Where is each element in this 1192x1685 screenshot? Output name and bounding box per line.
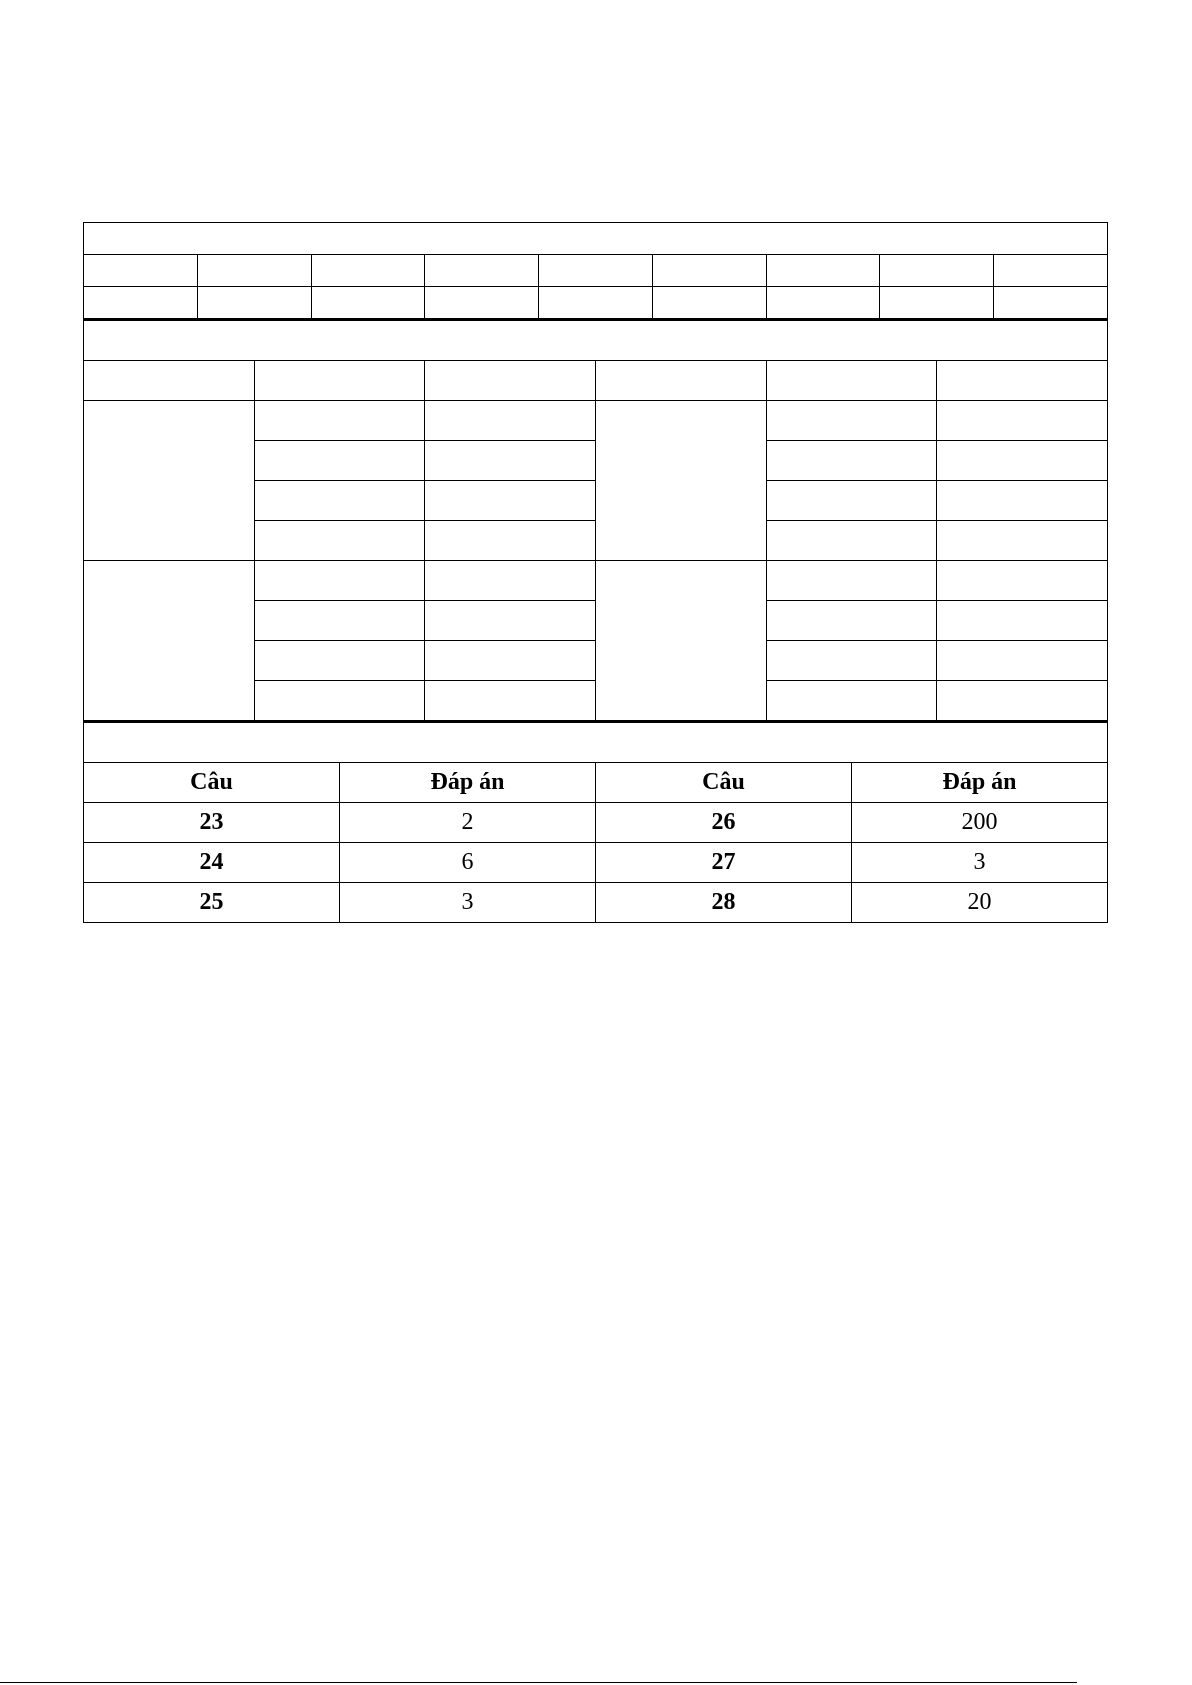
part-1-title-cell: [84, 223, 1108, 255]
part-2-title-row: [84, 321, 1108, 361]
part-1-question-row: [84, 255, 1108, 287]
part-2-cell: [254, 401, 425, 441]
part-2-question-cell: [595, 561, 766, 722]
part-1-cell: [425, 287, 539, 320]
part-2-table: [83, 320, 1108, 722]
answer-value: 3: [852, 843, 1108, 883]
part-3-title-row: [84, 723, 1108, 763]
part-2-cell: [425, 401, 596, 441]
part-2-cell: [254, 481, 425, 521]
part-2-cell: [254, 681, 425, 722]
part-1-cell: [197, 287, 311, 320]
part-2-row: [84, 401, 1108, 441]
header-question-left: Câu: [84, 763, 340, 803]
question-number: 25: [84, 883, 340, 923]
part-2-cell: [937, 521, 1108, 561]
answer-value: 20: [852, 883, 1108, 923]
part-2-cell: [766, 441, 937, 481]
part-1-cell: [539, 287, 653, 320]
part-1-table: [83, 222, 1108, 320]
answer-value: 200: [852, 803, 1108, 843]
answer-value: 3: [340, 883, 596, 923]
answer-key-sheet: [83, 222, 1107, 923]
part-3-table: [83, 722, 1108, 923]
part-2-cell: [766, 401, 937, 441]
part-1-cell: [197, 255, 311, 287]
part-1-title-row: [84, 223, 1108, 255]
part-2-cell: [766, 681, 937, 722]
part-2-cell: [254, 601, 425, 641]
part-2-cell: [254, 641, 425, 681]
part-2-title-cell: [84, 321, 1108, 361]
part-2-question-cell: [84, 561, 255, 722]
part-1-cell: [652, 287, 766, 320]
question-number: 24: [84, 843, 340, 883]
part-1-cell: [425, 255, 539, 287]
part-2-cell: [766, 481, 937, 521]
table-row: [84, 803, 1108, 843]
part-2-cell: [937, 441, 1108, 481]
part-1-cell: [880, 287, 994, 320]
part-3-title-cell: [84, 723, 1108, 763]
header-answer-right: Đáp án: [852, 763, 1108, 803]
answer-value: 6: [340, 843, 596, 883]
part-2-cell: [937, 401, 1108, 441]
part-2-cell: [254, 441, 425, 481]
part-2-cell: [937, 361, 1108, 401]
part-2-question-cell: [84, 401, 255, 561]
part-2-cell: [425, 441, 596, 481]
part-1-cell: [766, 287, 880, 320]
part-2-cell: [425, 361, 596, 401]
header-question-right: Câu: [596, 763, 852, 803]
part-2-cell: [766, 641, 937, 681]
table-row: [84, 843, 1108, 883]
part-2-cell: [595, 361, 766, 401]
footer-divider: [0, 1682, 1077, 1683]
part-2-cell: [937, 601, 1108, 641]
question-number: 26: [596, 803, 852, 843]
part-2-cell: [425, 601, 596, 641]
part-1-cell: [311, 287, 425, 320]
part-2-cell: [425, 561, 596, 601]
part-2-cell: [766, 601, 937, 641]
part-2-question-cell: [595, 401, 766, 561]
part-2-cell: [937, 481, 1108, 521]
part-1-answer-row: [84, 287, 1108, 320]
part-1-cell: [766, 255, 880, 287]
part-2-row: [84, 561, 1108, 601]
part-1-cell: [539, 255, 653, 287]
question-number: 23: [84, 803, 340, 843]
part-1-cell: [880, 255, 994, 287]
part-2-cell: [254, 361, 425, 401]
part-1-cell: [84, 287, 198, 320]
part-2-header-row: [84, 361, 1108, 401]
part-2-cell: [937, 641, 1108, 681]
part-2-cell: [937, 681, 1108, 722]
answer-value: 2: [340, 803, 596, 843]
part-2-cell: [766, 361, 937, 401]
part-2-cell: [766, 561, 937, 601]
table-row: [84, 883, 1108, 923]
part-2-cell: [425, 681, 596, 722]
part-2-cell: [254, 561, 425, 601]
part-2-cell: [937, 561, 1108, 601]
part-1-cell: [84, 255, 198, 287]
header-answer-left: Đáp án: [340, 763, 596, 803]
part-2-cell: [425, 481, 596, 521]
part-2-cell: [425, 521, 596, 561]
part-1-cell: [311, 255, 425, 287]
part-2-cell: [766, 521, 937, 561]
part-1-cell: [994, 255, 1108, 287]
question-number: 27: [596, 843, 852, 883]
part-2-cell: [254, 521, 425, 561]
part-2-cell: [84, 361, 255, 401]
part-3-header-row: [84, 763, 1108, 803]
part-1-cell: [652, 255, 766, 287]
question-number: 28: [596, 883, 852, 923]
part-2-cell: [425, 641, 596, 681]
part-1-cell: [994, 287, 1108, 320]
